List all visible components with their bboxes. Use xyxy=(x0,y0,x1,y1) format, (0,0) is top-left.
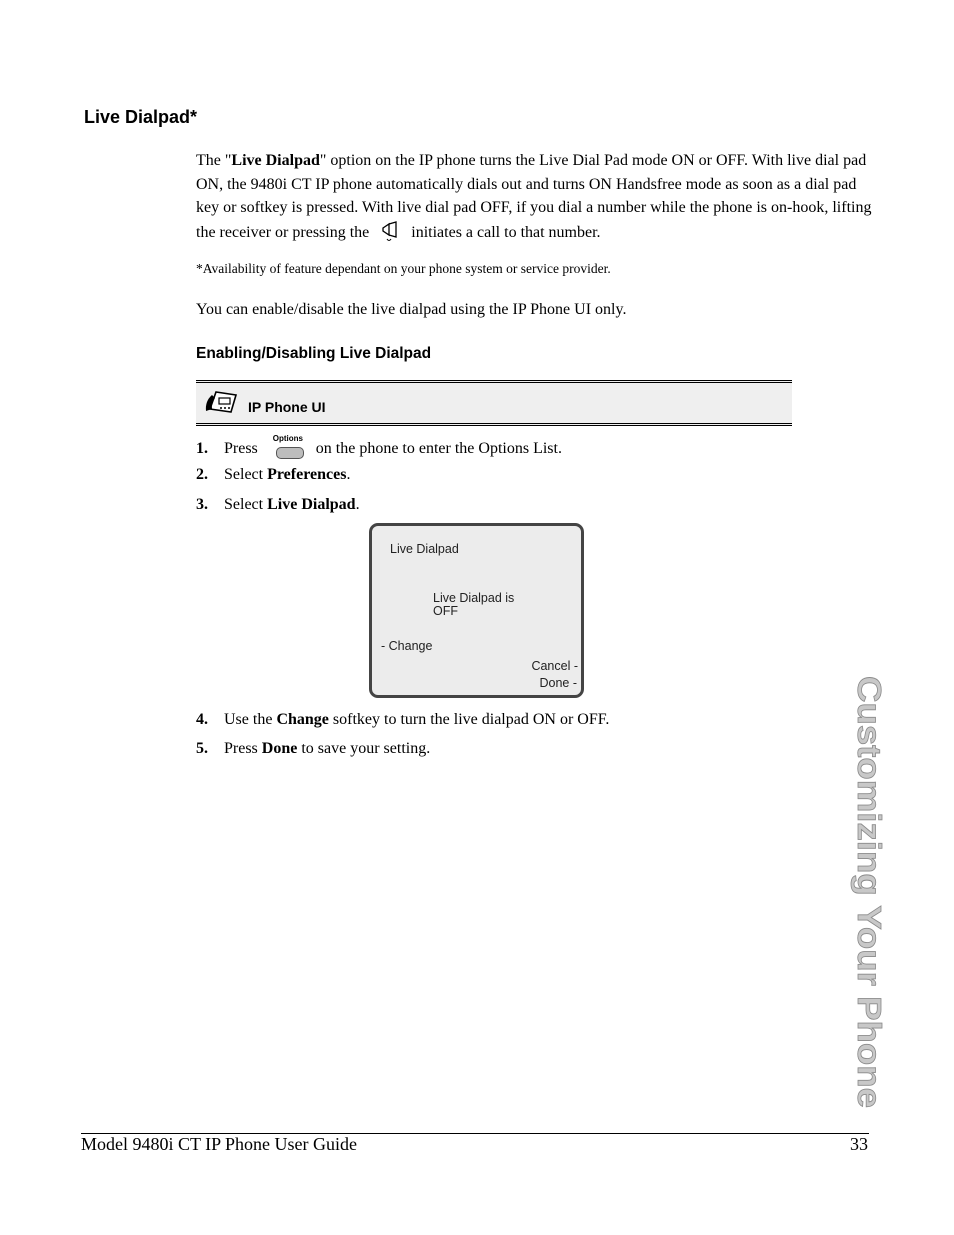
step-text: Select xyxy=(224,466,268,483)
chapter-tab-text: Customizing Your Phone xyxy=(851,676,888,1066)
intro-bold: Live Dialpad xyxy=(231,152,320,169)
step-bold: Live Dialpad xyxy=(267,496,356,513)
step-number: 2. xyxy=(196,466,208,483)
step-bold: Done xyxy=(261,740,298,757)
intro-paragraph xyxy=(196,149,872,244)
options-key-label: Options xyxy=(272,434,303,443)
step-text: Select xyxy=(224,496,268,513)
step-number: 4. xyxy=(196,711,208,728)
step-3 xyxy=(196,496,360,514)
step-text: Use the xyxy=(224,711,277,728)
options-key-icon xyxy=(262,434,312,459)
intro-text-2: " option on the IP phone turns the Live Dial Pad mode ON or OFF. With live dial pad ON, the 9480i CT IP phone automatically dials out and turns ON Handsfree mode as soon as a dial pad key or softkey is pressed. With live dial pad OFF, if you dial a number while the phone is on-hook, lifting the receiver or pressing the xyxy=(196,152,872,241)
phone-screen xyxy=(369,523,584,698)
step-bold: Change xyxy=(276,711,329,728)
step-text: to save your setting. xyxy=(297,740,431,757)
step-text: . xyxy=(355,496,360,513)
footnote: *Availability of feature dependant on your phone system or service provider. xyxy=(196,261,611,276)
step-number: 5. xyxy=(196,740,208,757)
done-softkey[interactable]: Done - xyxy=(539,676,577,690)
step-text: on the phone to enter the Options List. xyxy=(315,440,562,457)
step-text: . xyxy=(346,466,351,483)
step-1 xyxy=(196,434,562,459)
ip-phone-ui-label: IP Phone UI xyxy=(248,399,326,415)
page-number: 33 xyxy=(850,1134,868,1154)
screen-status-line-1: Live Dialpad is xyxy=(433,591,515,605)
screen-title: Live Dialpad xyxy=(390,542,459,556)
chapter-tab-title xyxy=(844,672,904,1112)
step-number: 1. xyxy=(196,440,208,457)
handsfree-key-icon xyxy=(373,220,407,240)
ui-only-paragraph: You can enable/disable the live dialpad using the IP Phone UI only. xyxy=(196,301,627,318)
intro-text-1: The " xyxy=(196,152,232,169)
step-2 xyxy=(196,466,350,484)
step-text: Press xyxy=(224,740,262,757)
step-4 xyxy=(196,711,609,729)
intro-text-3: initiates a call to that number. xyxy=(411,223,601,241)
step-number: 3. xyxy=(196,496,208,513)
step-text: Press xyxy=(224,440,258,457)
step-5 xyxy=(196,740,430,758)
section-title: Live Dialpad* xyxy=(84,107,198,127)
footer-guide-title: Model 9480i CT IP Phone User Guide xyxy=(81,1134,357,1154)
ip-phone-ui-bar xyxy=(196,380,792,426)
change-softkey[interactable]: - Change xyxy=(381,639,433,653)
subsection-title: Enabling/Disabling Live Dialpad xyxy=(196,345,432,362)
screen-status-line-2: OFF xyxy=(433,604,458,618)
step-text: softkey to turn the live dialpad ON or OFF. xyxy=(328,711,610,728)
phone-icon xyxy=(204,389,240,420)
step-bold: Preferences xyxy=(267,466,347,483)
cancel-softkey[interactable]: Cancel - xyxy=(531,659,578,673)
